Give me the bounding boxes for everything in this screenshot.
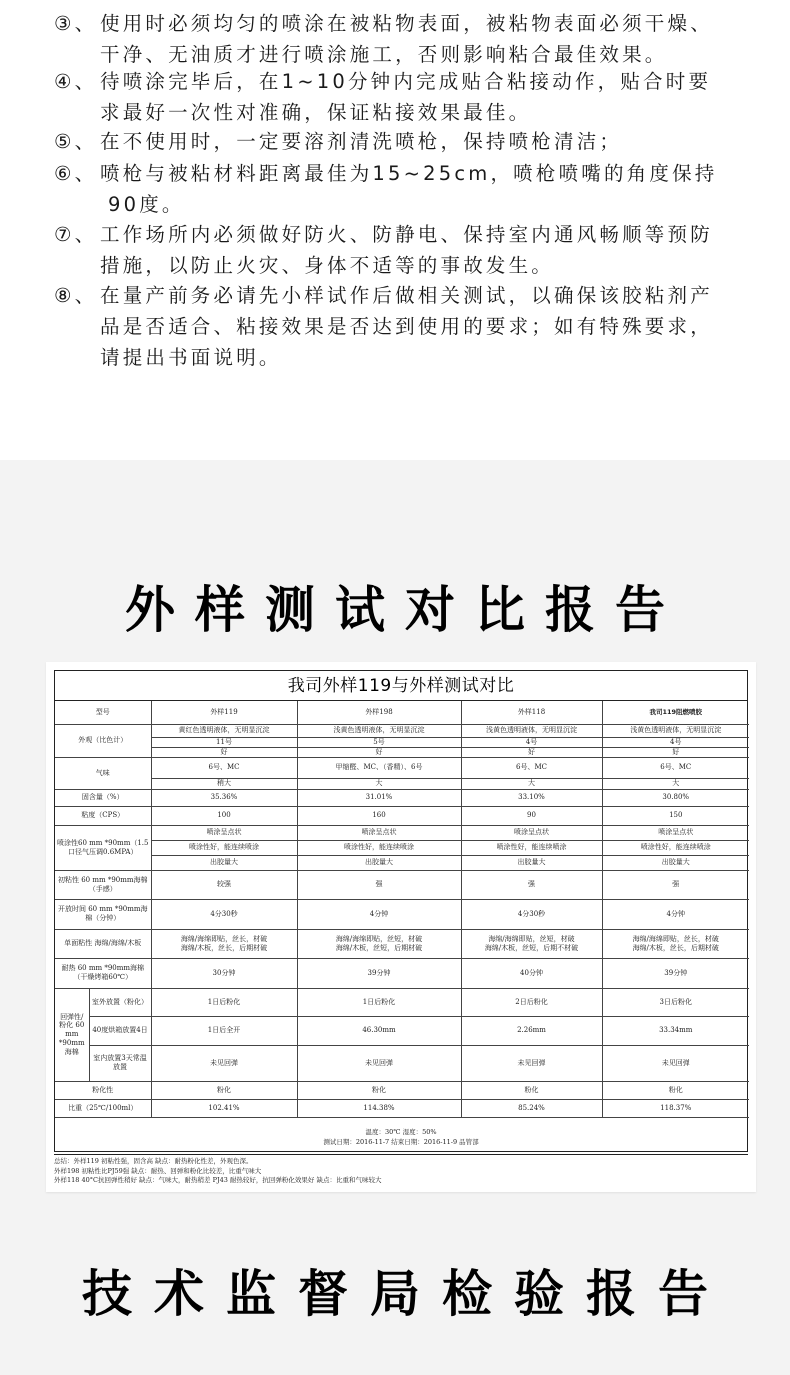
table-cell: 喷涂呈点状 (151, 825, 297, 840)
table-row (55, 789, 749, 806)
table-cell: 4号 (602, 737, 749, 747)
table-cell: 102.41% (151, 1099, 297, 1117)
instruction-line: 措施，以防止火灾、身体不适等的事故发生。 (100, 254, 555, 277)
row-label: 回弹性/粉化 60 mm *90mm海棉 (55, 988, 89, 1081)
instruction-5 (54, 126, 774, 157)
table-cell: 11号 (151, 737, 297, 747)
table-cell: 未见回弹 (461, 1045, 602, 1081)
table-row (55, 825, 749, 840)
table-cell: 3日后粉化 (602, 988, 749, 1016)
table-cell: 稍大 (151, 778, 297, 789)
table-cell: 浅黄色透明液体，无明显沉淀 (297, 724, 461, 737)
table-cell: 未见回弹 (151, 1045, 297, 1081)
table-row (55, 1045, 749, 1081)
row-label: 单面粘性 海绵/海绵/木板 (55, 929, 151, 958)
cell-line: 海绵/木板，丝短，后期材破 (335, 943, 423, 952)
table-cell (151, 929, 297, 958)
table-row (55, 855, 749, 870)
row-label: 固含量（%） (55, 789, 151, 806)
table-cell: 39分钟 (602, 958, 749, 988)
table-cell: 粉化 (602, 1081, 749, 1099)
test-conditions: 温度：30℃ 湿度：50% (365, 1128, 437, 1136)
table-cell: 4分钟 (602, 899, 749, 929)
table-row (55, 870, 749, 899)
row-label: 喷涂性60 mm *90mm（1.5口径气压调0.6MPA） (55, 825, 151, 870)
table-cell (602, 929, 749, 958)
table-cell: 甲缩醛、MC、（香精）、6号 (297, 757, 461, 778)
row-label: 粉化性 (55, 1081, 151, 1099)
table-cell: 未见回弹 (602, 1045, 749, 1081)
table-cell: 100 (151, 806, 297, 825)
table-cell: 出胶量大 (151, 855, 297, 870)
header-cell: 外样198 (297, 701, 461, 724)
row-label: 比重（25℃/100ml） (55, 1099, 151, 1117)
table-cell: 6号、MC (602, 757, 749, 778)
table-cell: 114.38% (297, 1099, 461, 1117)
comparison-report-sheet (46, 662, 756, 1192)
instruction-number: ⑧、 (54, 284, 98, 307)
instruction-line: 干净、无油质才进行喷涂施工，否则影响粘合最佳效果。 (100, 43, 668, 66)
table-row (55, 958, 749, 988)
table-cell: 39分钟 (297, 958, 461, 988)
table-cell: 浅黄色透明液体，无明显沉淀 (602, 724, 749, 737)
instruction-number: ③、 (54, 12, 98, 35)
table-row (55, 724, 749, 737)
row-label: 开放时间 60 mm *90mm海棉（分钟） (55, 899, 151, 929)
table-row (55, 1016, 749, 1045)
table-cell: 喷涂性好，能连续喷涂 (461, 840, 602, 855)
table-cell: 90 (461, 806, 602, 825)
sub-row-label: 室外放置（粉化） (89, 988, 151, 1016)
table-cell: 150 (602, 806, 749, 825)
table-row (55, 757, 749, 778)
row-label: 粘度（CPS） (55, 806, 151, 825)
table-cell: 粉化 (297, 1081, 461, 1099)
instruction-line: 在不使用时，一定要溶剂清洗喷枪，保持喷枪清洁； (100, 130, 623, 153)
cell-line: 海绵/海绵即贴，丝短，材破 (335, 934, 423, 943)
table-cell (297, 929, 461, 958)
instructions-section (0, 0, 790, 460)
header-cell: 外样119 (151, 701, 297, 724)
table-cell: 35.36% (151, 789, 297, 806)
cell-line: 海绵/木板，丝长，后期材破 (180, 943, 268, 952)
row-label: 初粘性 60 mm *90mm海棉（手感） (55, 870, 151, 899)
table-cell: 黄红色透明液体，无明显沉淀 (151, 724, 297, 737)
table-cell: 40分钟 (461, 958, 602, 988)
instruction-number: ⑤、 (54, 130, 98, 153)
table-cell: 好 (602, 747, 749, 757)
table-cell: 好 (151, 747, 297, 757)
table-cell: 未见回弹 (297, 1045, 461, 1081)
cell-line: 海绵/木板，丝长，后期材破 (632, 943, 719, 952)
table-cell: 6号、MC (461, 757, 602, 778)
table-cell: 粉化 (151, 1081, 297, 1099)
instruction-number: ④、 (54, 70, 98, 93)
header-cell: 型号 (55, 701, 151, 724)
table-cell: 大 (297, 778, 461, 789)
instruction-line: 待喷涂完毕后，在1~10分钟内完成贴合粘接动作，贴合时要 (100, 70, 712, 93)
instruction-line: 90度。 (108, 193, 185, 216)
table-cell: 好 (297, 747, 461, 757)
instruction-6 (54, 158, 774, 220)
table-cell: 4分30秒 (151, 899, 297, 929)
instruction-number: ⑦、 (54, 223, 98, 246)
report-title: 我司外样119与外样测试对比 (55, 671, 747, 701)
header-cell: 外样118 (461, 701, 602, 724)
table-cell: 喷涂呈点状 (461, 825, 602, 840)
table-cell: 46.30mm (297, 1016, 461, 1045)
table-cell: 160 (297, 806, 461, 825)
table-cell: 5号 (297, 737, 461, 747)
test-dates: 测试日期：2016-11-7 结束日期：2016-11-9 品管部 (323, 1138, 479, 1146)
cell-line: 海绵/海绵即贴，丝短，材破 (488, 934, 575, 943)
report-frame (54, 670, 748, 1152)
table-cell: 2日后粉化 (461, 988, 602, 1016)
table-cell: 大 (461, 778, 602, 789)
table-cell: 6号、MC (151, 757, 297, 778)
instruction-3 (54, 8, 774, 70)
table-cell: 1日后粉化 (297, 988, 461, 1016)
table-row (55, 988, 749, 1016)
table-cell: 出胶量大 (297, 855, 461, 870)
table-cell: 4分钟 (297, 899, 461, 929)
test-info (54, 1127, 748, 1147)
table-cell: 31.01% (297, 789, 461, 806)
table-cell: 30分钟 (151, 958, 297, 988)
row-label: 外观（比色计） (55, 724, 151, 757)
table-cell: 1日后粉化 (151, 988, 297, 1016)
table-row (55, 929, 749, 958)
summary-line: 外样118 40°C抗回弹性稍好 缺点：气味大，耐热稍差 PJ43 耐热较好，抗回弹粉化效果好 缺点：比重和气味较大 (54, 1176, 382, 1184)
report-summary (54, 1154, 748, 1186)
table-row (55, 899, 749, 929)
instruction-line: 使用时必须均匀的喷涂在被粘物表面，被粘物表面必须干燥、 (100, 12, 713, 35)
cell-line: 海绵/海绵即贴，丝长，材破 (632, 934, 719, 943)
table-cell: 喷涂呈点状 (297, 825, 461, 840)
table-row (55, 840, 749, 855)
comparison-table (55, 701, 749, 1118)
table-cell (461, 929, 602, 958)
instruction-8 (54, 280, 774, 373)
table-cell: 强 (461, 870, 602, 899)
summary-line: 外样198 初粘性比PJ59强 缺点：耐热、回弹和粉化比较差，比重气味大 (54, 1166, 262, 1175)
instruction-4 (54, 66, 774, 128)
table-row (55, 1099, 749, 1117)
table-cell: 好 (461, 747, 602, 757)
table-cell: 1日后全开 (151, 1016, 297, 1045)
table-row (55, 806, 749, 825)
instruction-line: 求最好一次性对准确，保证粘接效果最佳。 (100, 101, 532, 124)
instruction-number: ⑥、 (54, 162, 98, 185)
table-cell: 118.37% (602, 1099, 749, 1117)
table-cell: 大 (602, 778, 749, 789)
cell-line: 海绵/木板，丝短，后期不材破 (484, 943, 579, 952)
table-cell: 出胶量大 (461, 855, 602, 870)
sub-row-label: 室内放置3天常温放置 (89, 1045, 151, 1081)
inspection-report-heading: 技术监督局检验报告 (82, 1265, 730, 1323)
instruction-line: 品是否适合、粘接效果是否达到使用的要求；如有特殊要求， (100, 315, 713, 338)
cell-line: 海绵/海绵即贴，丝长，材破 (180, 934, 268, 943)
summary-line: 总结：外样119 初粘性强，固含高 缺点：耐热粉化性差，外观色深。 (54, 1157, 253, 1165)
comparison-report-heading: 外样测试对比报告 (125, 581, 685, 639)
instruction-line: 请提出书面说明。 (100, 346, 282, 369)
table-cell: 喷涂呈点状 (602, 825, 749, 840)
table-row (55, 747, 749, 757)
table-cell: 喷涂性好，能连续喷涂 (602, 840, 749, 855)
row-label: 耐热 60 mm *90mm海棉（干燥烤箱60℃） (55, 958, 151, 988)
table-cell: 强 (297, 870, 461, 899)
table-cell: 4号 (461, 737, 602, 747)
header-cell-ours: 我司119阻燃喷胶 (602, 701, 749, 724)
instruction-7 (54, 219, 774, 281)
table-cell: 较强 (151, 870, 297, 899)
table-cell: 喷涂性好，能连续喷涂 (151, 840, 297, 855)
table-cell: 浅黄色透明液体，无明显沉淀 (461, 724, 602, 737)
table-cell: 粉化 (461, 1081, 602, 1099)
instruction-line: 喷枪与被粘材料距离最佳为15~25cm，喷枪喷嘴的角度保持 (100, 162, 718, 185)
table-row (55, 1081, 749, 1099)
table-header-row (55, 701, 749, 724)
table-cell: 出胶量大 (602, 855, 749, 870)
sub-row-label: 40度烘箱放置4日 (89, 1016, 151, 1045)
table-cell: 2.26mm (461, 1016, 602, 1045)
instruction-line: 在量产前务必请先小样试作后做相关测试，以确保该胶粘剂产 (100, 284, 713, 307)
table-cell: 30.80% (602, 789, 749, 806)
table-row (55, 778, 749, 789)
instruction-line: 工作场所内必须做好防火、防静电、保持室内通风畅顺等预防 (100, 223, 713, 246)
table-cell: 强 (602, 870, 749, 899)
table-cell: 33.10% (461, 789, 602, 806)
table-cell: 85.24% (461, 1099, 602, 1117)
table-cell: 喷涂性好，能连续喷涂 (297, 840, 461, 855)
table-cell: 4分30秒 (461, 899, 602, 929)
row-label: 气味 (55, 757, 151, 789)
table-row (55, 737, 749, 747)
table-cell: 33.34mm (602, 1016, 749, 1045)
